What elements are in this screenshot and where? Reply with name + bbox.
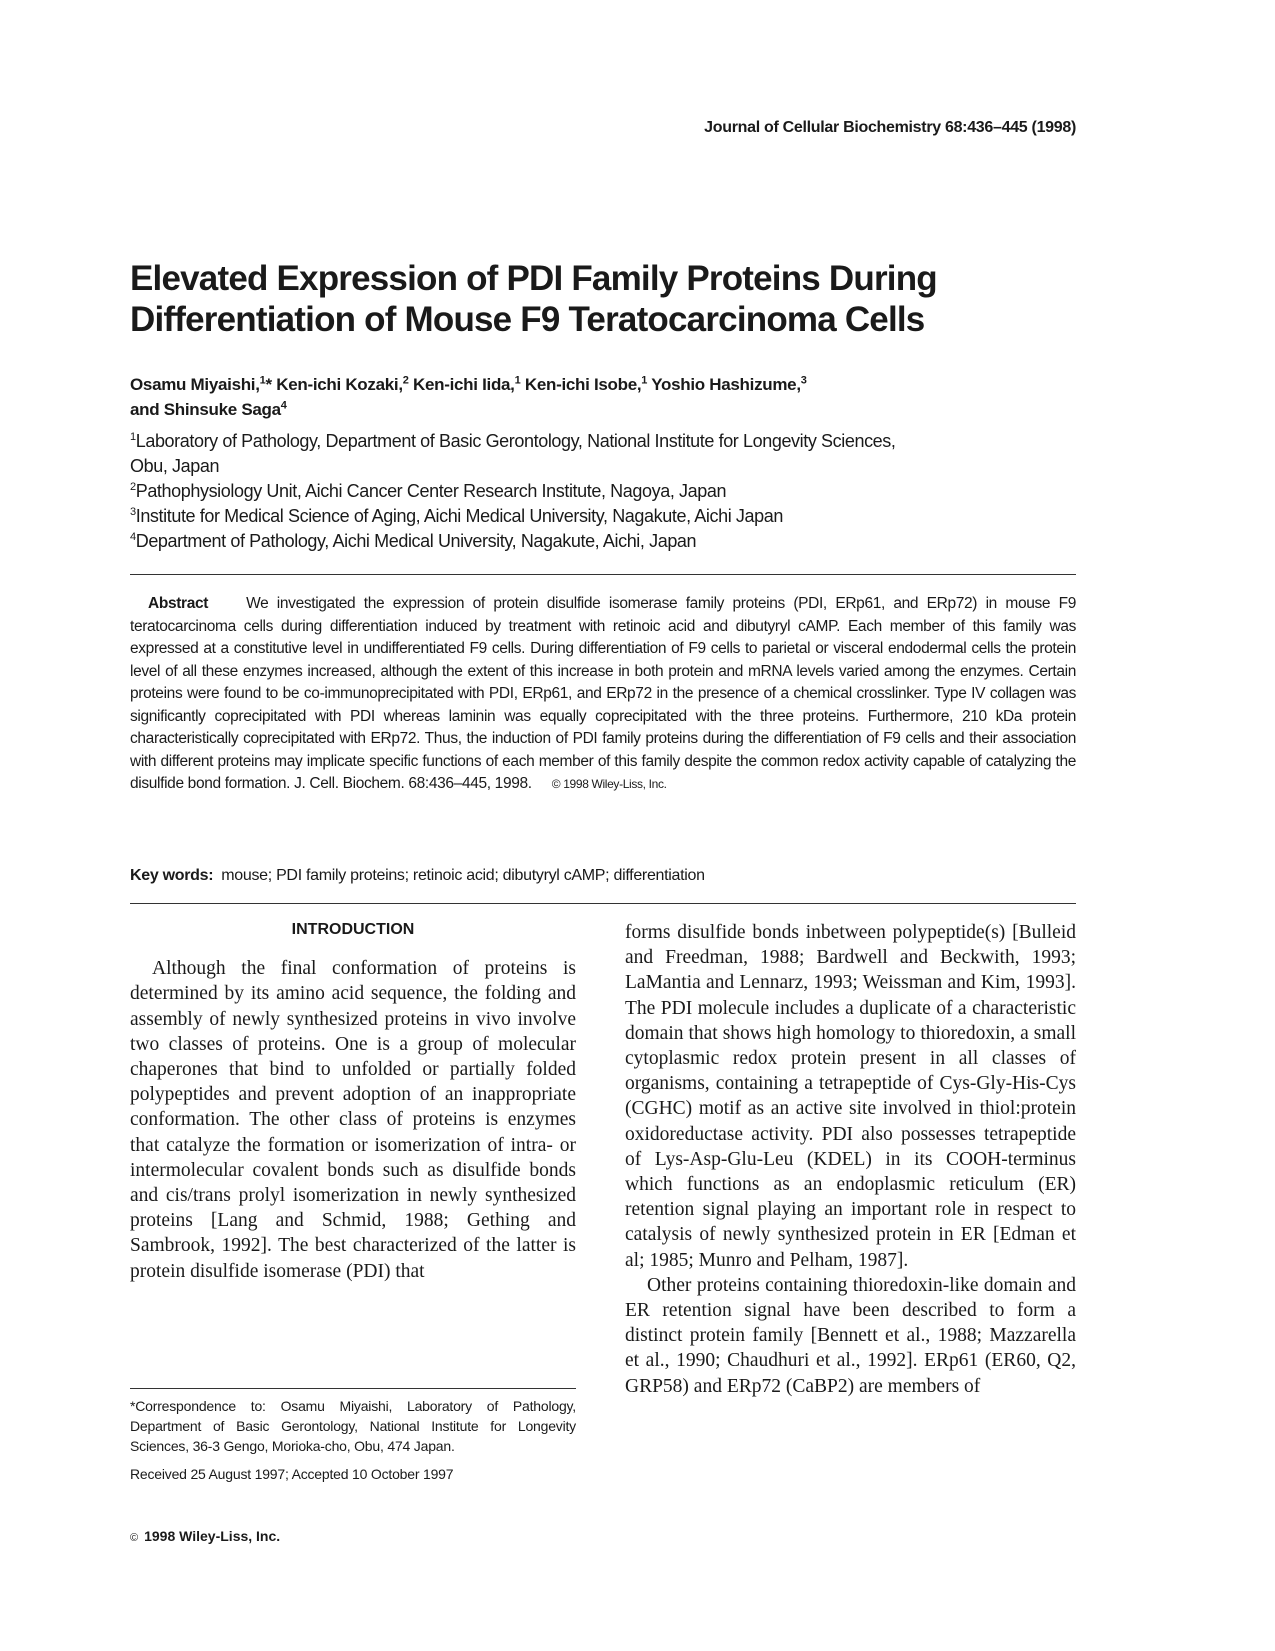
affiliation-3-text: Institute for Medical Science of Aging, Aichi Medical University, Nagakute, Aichi Japan bbox=[135, 506, 783, 526]
footnote-rule bbox=[130, 1388, 576, 1389]
author-3: Ken-ichi Iida, bbox=[408, 375, 515, 394]
author-5-affil: 3 bbox=[800, 374, 807, 387]
author-line-1 bbox=[130, 372, 1060, 397]
affiliation-2-number: 2 bbox=[130, 481, 136, 493]
journal-citation: Journal of Cellular Biochemistry 68:436–445 (1998) bbox=[704, 119, 1076, 136]
affiliation-4-text: Department of Pathology, Aichi Medical University, Nagakute, Aichi, Japan bbox=[135, 531, 697, 551]
author-4-affil: 1 bbox=[641, 374, 648, 387]
affiliation-1-number: 1 bbox=[130, 431, 136, 443]
author-5: Yoshio Hashizume, bbox=[647, 375, 801, 394]
introduction-heading: INTRODUCTION bbox=[291, 921, 415, 938]
title-line-1: Elevated Expression of PDI Family Proteins During bbox=[130, 259, 937, 298]
author-6-affil: 4 bbox=[280, 399, 287, 412]
affiliations bbox=[130, 429, 1070, 554]
abstract bbox=[130, 593, 1076, 796]
author-6: and Shinsuke Saga bbox=[130, 400, 281, 419]
affiliation-3-number: 3 bbox=[130, 506, 136, 518]
keywords-label: Key words: bbox=[130, 867, 214, 884]
copyright-symbol-footer: © bbox=[130, 1532, 139, 1544]
author-4: Ken-ichi Isobe, bbox=[520, 375, 642, 394]
corresponding-mark: * bbox=[265, 375, 277, 394]
abstract-copyright-text: 1998 Wiley-Liss, Inc. bbox=[563, 777, 667, 791]
abstract-text: We investigated the expression of protein disulfide isomerase family proteins (PDI, ERp61, and ERp72) in mouse F9 teratocarcinoma cells during differentiation induced by treatment with retinoic acid and dibutyryl cAMP. Each member of this family was expressed at a constitutive level in undifferentiated F9 cells. During differentiation of F9 cells to parietal or visceral endodermal cells the protein level of all these enzymes increased, although the extent of this increase in both protein and mRNA levels varied among the enzymes. Certain proteins were found to be co-immunoprecipitated with PDI, ERp61, and ERp72 in the presence of a chemical crosslinker. Type IV collagen was significantly coprecipitated with PDI whereas laminin was equally coprecipitated with the three proteins. Furthermore, 210 kDa protein characteristically coprecipitated with ERp72. Thus, the induction of PDI family proteins during the differentiation of F9 cells and their association with different proteins may implicate specific functions of each member of this family despite the common redox activity capable of catalyzing the disulfide bond formation. J. Cell. Biochem. 68:436–445, 1998. bbox=[130, 595, 1076, 792]
author-2: Ken-ichi Kozaki, bbox=[276, 375, 403, 394]
intro-paragraph-1: Although the final conformation of proteins is determined by its amino acid sequence, the folding and assembly of newly synthesized proteins in vivo involve two classes of proteins. One is a group of molecular chaperones that bind to unfolded or partially folded polypeptides and prevent adoption of an inappropriate conformation. The other class of proteins is enzymes that catalyze the formation or isomerization of intra- or intermolecular covalent bonds such as disulfide bonds and cis/trans prolyl isomerization in newly synthesized proteins [Lang and Schmid, 1988; Gething and Sambrook, 1992]. The best characterized of the latter is protein disulfide isomerase (PDI) that bbox=[130, 958, 576, 1282]
left-column bbox=[130, 917, 576, 1284]
publisher-copyright-text: 1998 Wiley-Liss, Inc. bbox=[144, 1528, 281, 1544]
author-line-2 bbox=[130, 397, 1060, 422]
title-line-2: Differentiation of Mouse F9 Teratocarcinoma Cells bbox=[130, 300, 925, 339]
article-title bbox=[130, 258, 1060, 340]
keywords-text: mouse; PDI family proteins; retinoic acid; dibutyryl cAMP; differentiation bbox=[221, 867, 705, 884]
received-dates: Received 25 August 1997; Accepted 10 October 1997 bbox=[130, 1466, 454, 1482]
correspondence-note: *Correspondence to: Osamu Miyaishi, Laboratory of Pathology, Department of Basic Gerontology, National Institute for Longevity Sciences, 36-3 Gengo, Morioka-cho, Obu, 474 Japan. bbox=[130, 1398, 576, 1454]
affiliation-2-text: Pathophysiology Unit, Aichi Cancer Center Research Institute, Nagoya, Japan bbox=[135, 481, 727, 501]
author-1-affil: 1 bbox=[259, 374, 266, 387]
author-1: Osamu Miyaishi, bbox=[130, 375, 260, 394]
author-2-affil: 2 bbox=[402, 374, 409, 387]
affiliation-1-cont-text: Obu, Japan bbox=[130, 456, 220, 476]
publisher-copyright bbox=[130, 1528, 280, 1544]
intro-paragraph-1-continued: forms disulfide bonds inbetween polypeptide(s) [Bulleid and Freedman, 1988; Bardwell and Beckwith, 1993; LaMantia and Lennarz, 1993; Weissman and Kim, 1993]. The PDI molecule includes a duplicate of a characteristic domain that shows high homology to thioredoxin, a small cytoplasmic redox protein present in all classes of organisms, containing a tetrapeptide of Cys-Gly-His-Cys (CGHC) motif as an active site involved in thiol:protein oxidoreductase activity. PDI also possesses tetrapeptide of Lys-Asp-Glu-Leu (KDEL) in its COOH-terminus which functions as an endoplasmic reticulum (ER) retention signal playing an important role in respect to catalysis of newly synthesized protein in ER [Edman et al; 1985; Munro and Pelham, 1987]. bbox=[625, 922, 1076, 1271]
keywords-bottom-rule bbox=[130, 903, 1076, 904]
right-column bbox=[625, 920, 1076, 1399]
affiliation-2 bbox=[130, 479, 1070, 504]
affiliation-1-text: Laboratory of Pathology, Department of Basic Gerontology, National Institute for Longevity Sciences, bbox=[135, 431, 896, 451]
abstract-top-rule bbox=[130, 574, 1076, 575]
footnote bbox=[130, 1396, 576, 1484]
affiliation-1 bbox=[130, 429, 1070, 454]
affiliation-4-number: 4 bbox=[130, 531, 136, 543]
abstract-label: Abstract bbox=[148, 595, 209, 612]
copyright-symbol: © bbox=[551, 777, 561, 791]
author-3-affil: 1 bbox=[514, 374, 521, 387]
affiliation-3 bbox=[130, 504, 1070, 529]
author-list bbox=[130, 372, 1060, 422]
affiliation-1-cont bbox=[130, 454, 1070, 479]
intro-paragraph-2: Other proteins containing thioredoxin-like domain and ER retention signal have been described to form a distinct protein family [Bennett et al., 1988; Mazzarella et al., 1990; Chaudhuri et al., 1992]. ERp61 (ER60, Q2, GRP58) and ERp72 (CaBP2) are members of bbox=[625, 1274, 1076, 1397]
abstract-copyright bbox=[552, 777, 667, 791]
affiliation-4 bbox=[130, 529, 1070, 554]
keywords bbox=[130, 867, 1076, 885]
